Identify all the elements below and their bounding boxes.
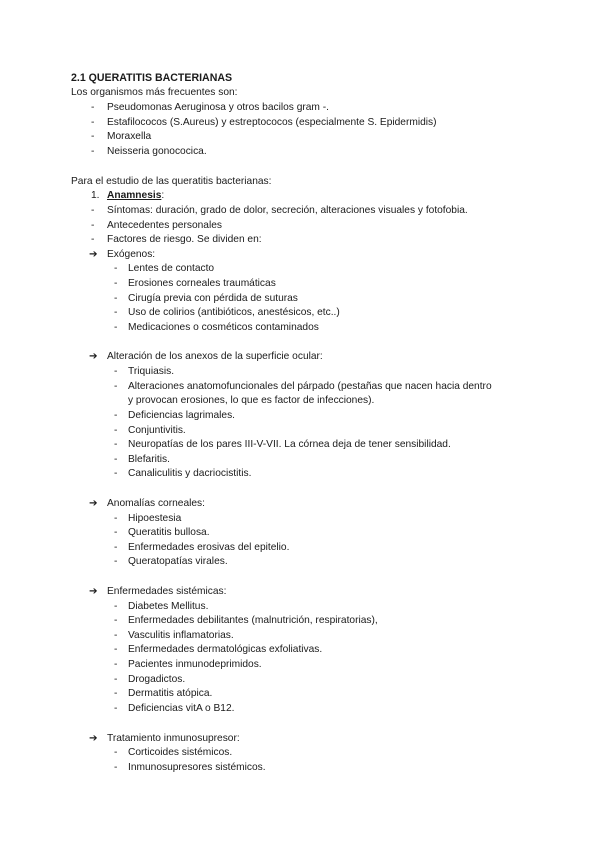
group-item: Conjuntivitis.: [128, 425, 186, 436]
list-dash: -: [114, 674, 118, 685]
list-dash: -: [91, 102, 95, 113]
list-dash: -: [114, 425, 118, 436]
list-dash: -: [114, 307, 118, 318]
group-item: Deficiencias lagrimales.: [128, 410, 236, 421]
list-dash: -: [114, 556, 118, 567]
group-item: Lentes de contacto: [128, 263, 215, 274]
group-item: Neuropatías de los pares III-V-VII. La córnea deja de tener sensibilidad.: [128, 439, 451, 450]
list-dash: -: [114, 454, 118, 465]
group-title: Exógenos:: [107, 249, 156, 260]
group-item-continuation: y provocan erosiones, lo que es factor de infecciones).: [128, 395, 375, 406]
list-dash: -: [114, 468, 118, 479]
group-item: Drogadictos.: [128, 674, 186, 685]
list-dash: -: [114, 659, 118, 670]
arrow-icon: ➔: [89, 351, 98, 362]
list-dash: -: [114, 410, 118, 421]
list-dash: -: [114, 381, 118, 392]
list-dash: -: [91, 220, 95, 231]
list-dash: -: [91, 234, 95, 245]
group-item: Queratopatías virales.: [128, 556, 228, 567]
group-item: Inmunosupresores sistémicos.: [128, 762, 266, 773]
list-dash: -: [114, 762, 118, 773]
group-item: Hipoestesia: [128, 513, 182, 524]
group-item: Dermatitis atópica.: [128, 688, 213, 699]
organism-item: Pseudomonas Aeruginosa y otros bacilos gram -.: [107, 102, 329, 113]
list-dash: -: [114, 439, 118, 450]
list-dash: -: [114, 747, 118, 758]
group-item: Vasculitis inflamatorias.: [128, 630, 234, 641]
group-item: Diabetes Mellitus.: [128, 601, 209, 612]
organism-item: Neisseria gonococica.: [107, 146, 207, 157]
group-item: Enfermedades debilitantes (malnutrición, respiratorias),: [128, 615, 378, 626]
list-dash: -: [91, 205, 95, 216]
list-dash: -: [114, 542, 118, 553]
group-item: Corticoides sistémicos.: [128, 747, 233, 758]
anamnesis-heading: [107, 189, 164, 202]
arrow-icon: ➔: [89, 498, 98, 509]
anamnesis-item: Síntomas: duración, grado de dolor, secreción, alteraciones visuales y fotofobia.: [107, 205, 468, 216]
group-item: Cirugía previa con pérdida de suturas: [128, 293, 298, 304]
list-dash: -: [114, 527, 118, 538]
list-dash: -: [114, 322, 118, 333]
group-item: Medicaciones o cosméticos contaminados: [128, 322, 319, 333]
section-title: 2.1 QUERATITIS BACTERIANAS: [71, 72, 233, 84]
arrow-icon: ➔: [89, 249, 98, 260]
anamnesis-colon: :: [161, 190, 165, 201]
organism-item: Estafilococos (S.Aureus) y estreptococos (especialmente S. Epidermidis): [107, 117, 437, 128]
organisms-intro: Los organismos más frecuentes son:: [71, 87, 238, 98]
list-dash: -: [114, 644, 118, 655]
list-dash: -: [114, 366, 118, 377]
list-dash: -: [114, 615, 118, 626]
list-dash: -: [114, 263, 118, 274]
group-title: Tratamiento inmunosupresor:: [107, 733, 240, 744]
group-item: Queratitis bullosa.: [128, 527, 210, 538]
group-item: Enfermedades dermatológicas exfoliativas.: [128, 644, 323, 655]
list-dash: -: [91, 146, 95, 157]
list-dash: -: [114, 293, 118, 304]
list-dash: -: [114, 278, 118, 289]
group-item: Alteraciones anatomofuncionales del párpado (pestañas que nacen hacia dentro: [128, 381, 492, 392]
group-item: Erosiones corneales traumáticas: [128, 278, 276, 289]
group-title: Anomalías corneales:: [107, 498, 205, 509]
list-dash: -: [91, 131, 95, 142]
group-item: Blefaritis.: [128, 454, 170, 465]
list-dash: -: [114, 513, 118, 524]
group-item: Uso de colirios (antibióticos, anestésicos, etc..): [128, 307, 340, 318]
arrow-icon: ➔: [89, 733, 98, 744]
group-item: Canaliculitis y dacriocistitis.: [128, 468, 252, 479]
list-dash: -: [114, 601, 118, 612]
list-dash: -: [114, 703, 118, 714]
anamnesis-item: Factores de riesgo. Se dividen en:: [107, 234, 262, 245]
anamnesis-label: Anamnesis: [107, 190, 162, 201]
list-dash: -: [114, 630, 118, 641]
anamnesis-item: Antecedentes personales: [107, 220, 222, 231]
group-item: Deficiencias vitA o B12.: [128, 703, 235, 714]
group-title: Enfermedades sistémicas:: [107, 586, 227, 597]
organism-item: Moraxella: [107, 131, 152, 142]
list-dash: -: [91, 117, 95, 128]
group-item: Triquiasis.: [128, 366, 175, 377]
group-title: Alteración de los anexos de la superficie ocular:: [107, 351, 323, 362]
group-item: Pacientes inmunodeprimidos.: [128, 659, 262, 670]
list-dash: -: [114, 688, 118, 699]
group-item: Enfermedades erosivas del epitelio.: [128, 542, 290, 553]
arrow-icon: ➔: [89, 586, 98, 597]
list-number: 1.: [91, 190, 100, 201]
study-intro: Para el estudio de las queratitis bacterianas:: [71, 176, 272, 187]
